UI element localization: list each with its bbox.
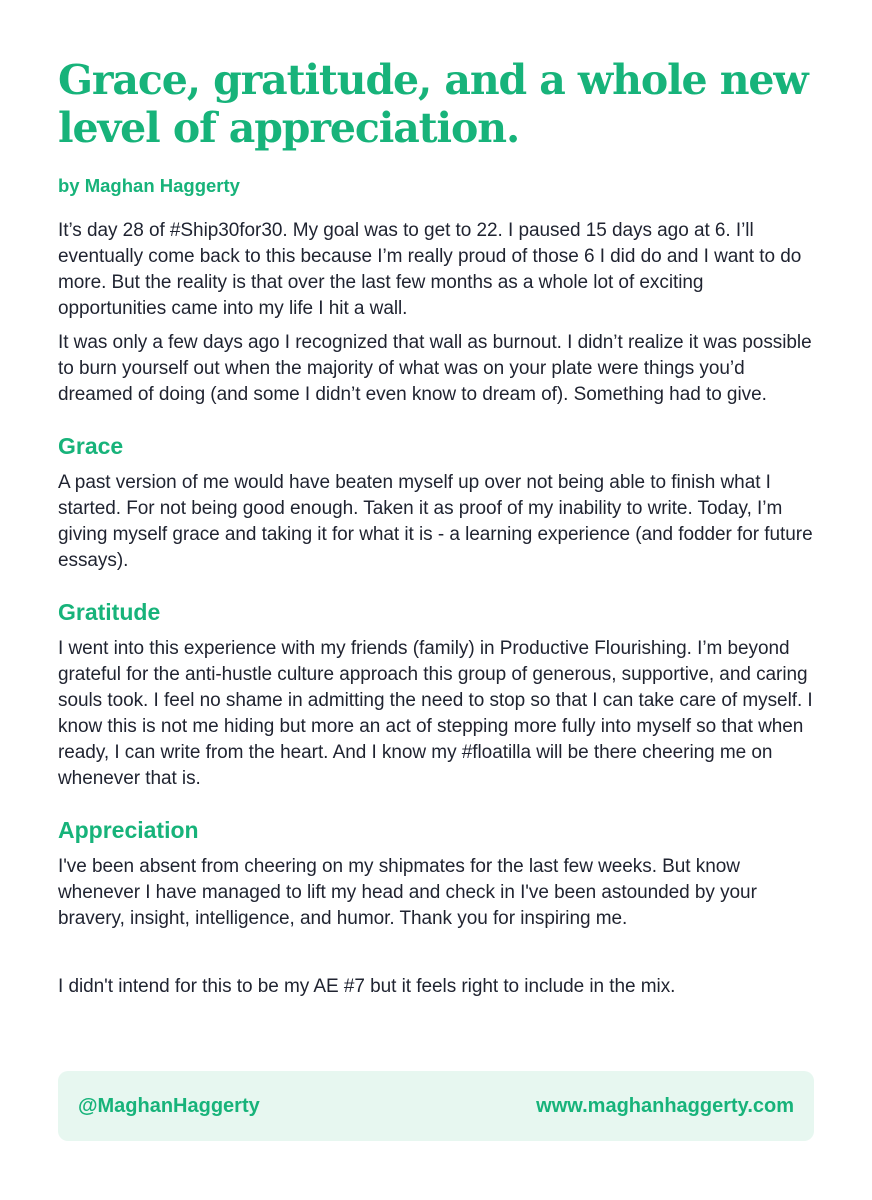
author-byline: by Maghan Haggerty (58, 175, 240, 196)
footer-banner (58, 1071, 814, 1141)
section-heading-grace: Grace (58, 433, 124, 459)
intro-paragraph-2: It was only a few days ago I recognized that wall as burnout. I didn’t realize it was possible to burn yourself out when the majority of what was on your plate were things you’d dreamed of doing (and some I didn’t even know to dream of). Something had to give. (58, 332, 812, 405)
section-heading-gratitude: Gratitude (58, 599, 161, 625)
appreciation-section (58, 816, 815, 932)
article (58, 56, 815, 1000)
article-title: Grace, gratitude, and a whole new level of appreciation. (58, 56, 808, 152)
gratitude-section (58, 598, 815, 792)
grace-section (58, 432, 815, 574)
section-body-grace: A past version of me would have beaten myself up over not being able to finish what I started. For not being good enough. Taken it as proof of my inability to write. Today, I’m giving myself grace and taking it for what it is - a learning experience (and fodder for future essays). (58, 472, 813, 571)
intro-paragraph-1: It’s day 28 of #Ship30for30. My goal was to get to 22. I paused 15 days ago at 6. I’ll eventually come back to this because I’m really proud of those 6 I did do and I want to do more. But the reality is that over the last few months as a whole lot of exciting opportunities came into my life I hit a wall. (58, 220, 802, 319)
section-body-gratitude: I went into this experience with my friends (family) in Productive Flourishing. I’m beyond grateful for the anti-hustle culture approach this group of generous, supportive, and caring souls took. I feel no shame in admitting the need to stop so that I can take care of myself. I know this is not me hiding but more an act of stepping more fully into myself so that when ready, I can write from the heart. And I know my #floatilla will be there cheering me on whenever that is. (58, 638, 813, 789)
section-heading-appreciation: Appreciation (58, 817, 199, 843)
section-body-appreciation: I've been absent from cheering on my shipmates for the last few weeks. But know whenever I have managed to lift my head and check in I've been astounded by your bravery, insight, intelligence, and humor. Thank you for inspiring me. (58, 856, 757, 929)
intro-section (58, 218, 815, 408)
closing-note: I didn't intend for this to be my AE #7 but it feels right to include in the mix. (58, 976, 676, 997)
social-handle: @MaghanHaggerty (78, 1094, 260, 1117)
website-link[interactable]: www.maghanhaggerty.com (536, 1094, 794, 1117)
